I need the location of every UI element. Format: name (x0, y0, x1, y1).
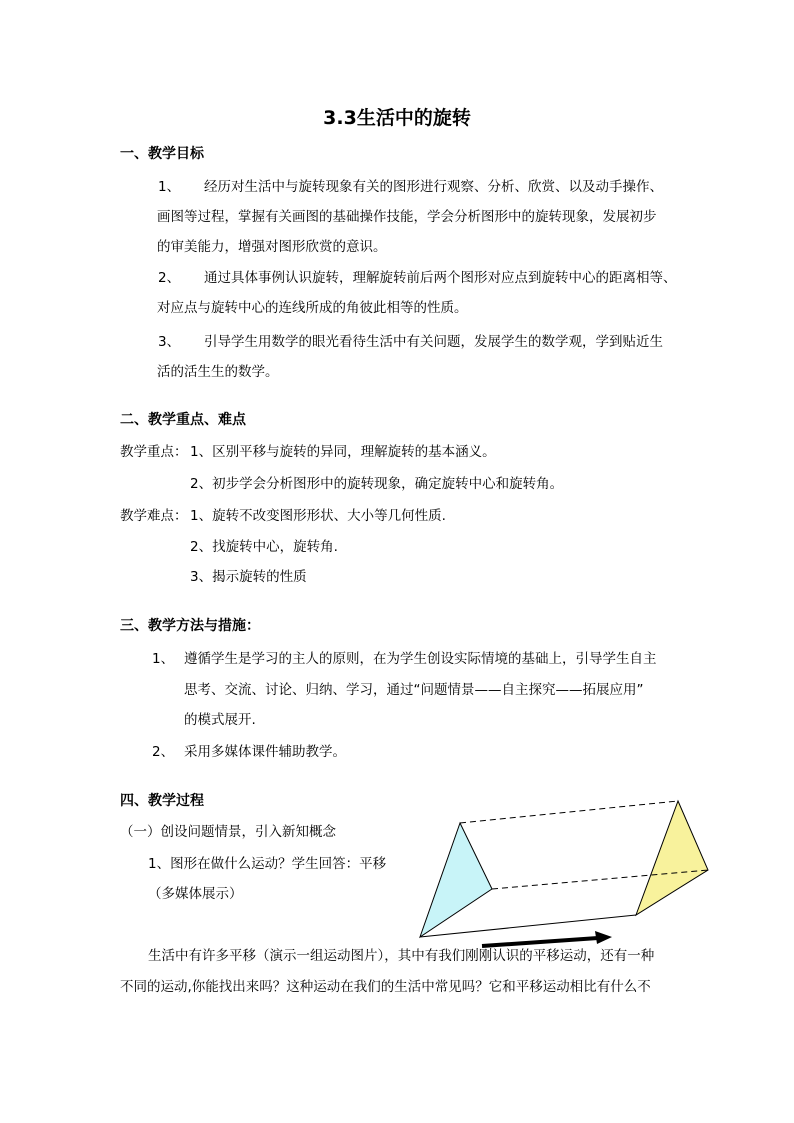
translation-arrow (478, 928, 618, 952)
goal-1-line-2: 画图等过程，掌握有关画图的基础操作技能，学会分析图形中的旋转现象，发展初步 (157, 209, 657, 225)
page-title: 3.3生活中的旋转 (323, 107, 471, 129)
edge-top (460, 801, 678, 823)
right-triangle (636, 801, 708, 915)
difficulty-3: 3、揭示旋转的性质 (190, 569, 307, 585)
arrow-head (595, 931, 612, 944)
key-point-2: 2、初步学会分析图形中的旋转现象，确定旋转中心和旋转角。 (190, 476, 564, 492)
goal-3-line-1: 引导学生用数学的眼光看待生活中有关问题，发展学生的数学观，学到贴近生 (204, 334, 663, 350)
question-1-note: （多媒体展示） (148, 886, 243, 902)
method-2-line-1: 采用多媒体课件辅助教学。 (184, 744, 346, 760)
paragraph-line-2: 不同的运动,你能找出来吗？这种运动在我们的生活中常见吗？它和平移运动相比有什么不 (120, 979, 651, 995)
key-point-1: 1、区别平移与旋转的异同，理解旋转的基本涵义。 (190, 444, 496, 460)
goal-2-number: 2、 (158, 270, 181, 286)
method-1-number: 1、 (152, 651, 175, 667)
section-heading-key-points: 二、教学重点、难点 (120, 412, 246, 428)
difficulties-label: 教学难点： (120, 508, 188, 524)
goal-1-line-3: 的审美能力，增强对图形欣赏的意识。 (157, 239, 387, 255)
key-points-label: 教学重点： (120, 444, 188, 460)
section-heading-process: 四、教学过程 (120, 793, 204, 809)
left-triangle-face (420, 823, 492, 937)
arrow-shaft (482, 938, 598, 946)
goal-2-line-2: 对应点与旋转中心的连线所成的角彼此相等的性质。 (157, 300, 468, 316)
section-heading-goals: 一、教学目标 (120, 146, 204, 162)
section-heading-methods: 三、教学方法与措施： (120, 618, 260, 634)
method-1-line-1: 遵循学生是学习的主人的原则，在为学生创设实际情境的基础上，引导学生自主 (184, 651, 657, 667)
difficulty-1: 1、旋转不改变图形形状、大小等几何性质. (190, 508, 446, 524)
method-2-number: 2、 (152, 744, 175, 760)
method-1-line-2: 思考、交流、讨论、归纳、学习，通过“问题情景——自主探究——拓展应用” (184, 682, 644, 698)
difficulty-2: 2、找旋转中心，旋转角. (190, 539, 338, 555)
paragraph-line-1: 生活中有许多平移（演示一组运动图片），其中有我们刚刚认识的平移运动，还有一种 (148, 948, 655, 964)
goal-1-number: 1、 (158, 179, 181, 195)
goal-1-line-1: 经历对生活中与旋转现象有关的图形进行观察、分析、欣赏、以及动手操作、 (204, 179, 663, 195)
goal-2-line-1: 通过具体事例认识旋转，理解旋转前后两个图形对应点到旋转中心的距离相等、 (204, 270, 677, 286)
method-1-line-3: 的模式展开. (184, 712, 256, 728)
right-triangle-face (636, 801, 708, 915)
question-1: 1、图形在做什么运动？学生回答：平移 (148, 856, 387, 872)
goal-3-line-2: 活的活生生的数学。 (157, 364, 279, 380)
left-triangle (420, 823, 492, 937)
goal-3-number: 3、 (158, 334, 181, 350)
subsection-1-title: （一）创设问题情景，引入新知概念 (120, 824, 336, 840)
